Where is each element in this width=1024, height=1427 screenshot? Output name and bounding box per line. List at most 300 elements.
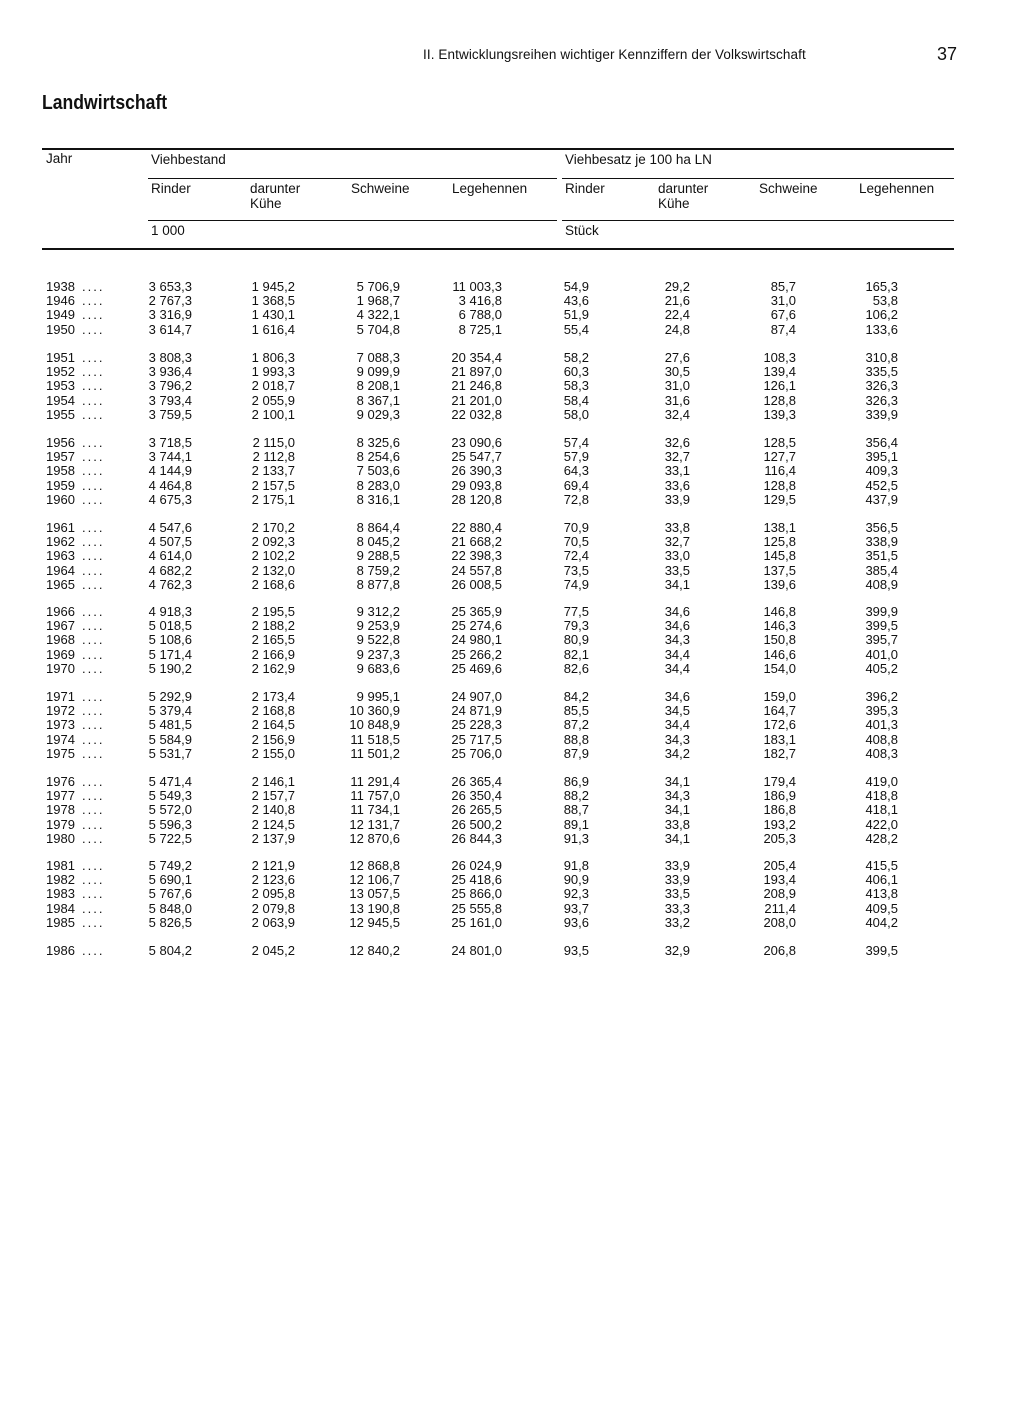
cell-legehennen-besatz: 415,5 bbox=[865, 858, 898, 873]
cell-legehennen-bestand: 3 416,8 bbox=[458, 293, 502, 309]
cell-legehennen-besatz: 422,0 bbox=[865, 816, 898, 832]
cell-kuehe-bestand: 2 162,9 bbox=[251, 660, 295, 676]
row-year: 1979 bbox=[46, 816, 75, 832]
cell-rinder-besatz: 79,3 bbox=[563, 618, 589, 634]
cell-rinder-besatz: 91,8 bbox=[563, 858, 589, 873]
col-header-schweine-besatz: Schweine bbox=[759, 181, 818, 196]
cell-rinder-besatz: 87,9 bbox=[563, 745, 589, 761]
cell-kuehe-bestand: 2 100,1 bbox=[251, 406, 295, 422]
cell-kuehe-besatz: 33,2 bbox=[664, 914, 690, 930]
cell-legehennen-besatz: 106,2 bbox=[865, 307, 898, 323]
row-leader-dots: .... bbox=[82, 562, 105, 578]
cell-rinder-bestand: 3 316,9 bbox=[148, 307, 192, 323]
cell-kuehe-besatz: 34,1 bbox=[664, 802, 690, 818]
cell-rinder-besatz: 64,3 bbox=[563, 463, 589, 479]
row-leader-dots: .... bbox=[82, 520, 105, 535]
cell-rinder-bestand: 3 718,5 bbox=[148, 435, 192, 450]
cell-rinder-besatz: 82,6 bbox=[563, 660, 589, 676]
group-rule-viehbesatz bbox=[562, 178, 954, 179]
row-leader-dots: .... bbox=[82, 689, 105, 704]
cell-kuehe-bestand: 2 132,0 bbox=[251, 562, 295, 578]
cell-legehennen-bestand: 25 228,3 bbox=[451, 717, 502, 733]
row-leader-dots: .... bbox=[82, 703, 105, 719]
table-row bbox=[0, 916, 1024, 930]
cell-rinder-bestand: 3 653,3 bbox=[148, 279, 192, 294]
cell-legehennen-besatz: 409,5 bbox=[865, 900, 898, 916]
cell-rinder-besatz: 72,4 bbox=[563, 548, 589, 564]
col-header-kuehe-bestand: darunter Kühe bbox=[250, 181, 301, 211]
cell-legehennen-besatz: 338,9 bbox=[865, 534, 898, 550]
cell-rinder-besatz: 43,6 bbox=[563, 293, 589, 309]
table-row bbox=[0, 351, 1024, 365]
cell-schweine-besatz: 128,8 bbox=[763, 477, 796, 493]
cell-legehennen-besatz: 395,3 bbox=[865, 703, 898, 719]
row-leader-dots: .... bbox=[82, 463, 105, 479]
cell-kuehe-besatz: 32,4 bbox=[664, 406, 690, 422]
cell-kuehe-bestand: 1 616,4 bbox=[251, 321, 295, 337]
cell-legehennen-besatz: 310,8 bbox=[865, 350, 898, 365]
group-header-viehbesatz: Viehbesatz je 100 ha LN bbox=[565, 152, 712, 167]
row-year: 1974 bbox=[46, 731, 75, 747]
col-header-legehennen-besatz: Legehennen bbox=[859, 181, 935, 196]
cell-legehennen-bestand: 24 980,1 bbox=[451, 632, 502, 648]
cell-legehennen-besatz: 335,5 bbox=[865, 364, 898, 380]
cell-schweine-bestand: 9 029,3 bbox=[356, 406, 400, 422]
cell-schweine-besatz: 154,0 bbox=[763, 660, 796, 676]
cell-rinder-besatz: 58,3 bbox=[563, 378, 589, 394]
table-row bbox=[0, 323, 1024, 337]
cell-rinder-besatz: 88,8 bbox=[563, 731, 589, 747]
table-row bbox=[0, 775, 1024, 789]
cell-rinder-besatz: 74,9 bbox=[563, 576, 589, 592]
cell-kuehe-bestand: 1 368,5 bbox=[251, 293, 295, 309]
row-year: 1982 bbox=[46, 872, 75, 888]
row-leader-dots: .... bbox=[82, 816, 105, 832]
cell-rinder-bestand: 4 464,8 bbox=[148, 477, 192, 493]
row-year: 1938 bbox=[46, 279, 75, 294]
cell-schweine-bestand: 12 106,7 bbox=[349, 872, 400, 888]
group-header-viehbestand: Viehbestand bbox=[151, 152, 226, 167]
cell-legehennen-bestand: 26 008,5 bbox=[451, 576, 502, 592]
table-row bbox=[0, 832, 1024, 846]
table-row bbox=[0, 704, 1024, 718]
cell-kuehe-bestand: 2 140,8 bbox=[251, 802, 295, 818]
cell-kuehe-besatz: 34,1 bbox=[664, 576, 690, 592]
row-year: 1950 bbox=[46, 321, 75, 337]
cell-kuehe-bestand: 1 806,3 bbox=[251, 350, 295, 365]
cell-schweine-besatz: 211,4 bbox=[764, 900, 796, 916]
cell-schweine-bestand: 9 288,5 bbox=[356, 548, 400, 564]
row-year: 1957 bbox=[46, 449, 75, 465]
cell-rinder-besatz: 89,1 bbox=[563, 816, 589, 832]
cell-schweine-bestand: 8 325,6 bbox=[356, 435, 400, 450]
row-year: 1980 bbox=[46, 830, 75, 846]
cell-kuehe-besatz: 32,6 bbox=[664, 435, 690, 450]
row-year: 1983 bbox=[46, 886, 75, 902]
page-number: 37 bbox=[937, 44, 958, 64]
cell-rinder-bestand: 5 804,2 bbox=[148, 943, 192, 958]
row-leader-dots: .... bbox=[82, 406, 105, 422]
row-year: 1956 bbox=[46, 435, 75, 450]
cell-legehennen-besatz: 406,1 bbox=[865, 872, 898, 888]
row-year: 1966 bbox=[46, 604, 75, 619]
table-row bbox=[0, 690, 1024, 704]
cell-legehennen-bestand: 22 398,3 bbox=[451, 548, 502, 564]
cell-schweine-besatz: 128,5 bbox=[763, 435, 796, 450]
cell-rinder-besatz: 82,1 bbox=[563, 646, 589, 662]
cell-legehennen-bestand: 24 871,9 bbox=[451, 703, 502, 719]
cell-rinder-bestand: 5 108,6 bbox=[148, 632, 192, 648]
cell-schweine-besatz: 116,4 bbox=[764, 463, 796, 479]
cell-rinder-bestand: 4 144,9 bbox=[148, 463, 192, 479]
table-row bbox=[0, 789, 1024, 803]
row-year: 1970 bbox=[46, 660, 75, 676]
cell-legehennen-bestand: 25 365,9 bbox=[451, 604, 502, 619]
cell-kuehe-bestand: 2 156,9 bbox=[251, 731, 295, 747]
cell-rinder-bestand: 4 918,3 bbox=[148, 604, 192, 619]
cell-schweine-bestand: 11 501,2 bbox=[350, 745, 400, 761]
cell-schweine-bestand: 12 945,5 bbox=[349, 914, 400, 930]
cell-schweine-besatz: 193,2 bbox=[763, 816, 796, 832]
cell-kuehe-besatz: 34,5 bbox=[664, 703, 690, 719]
cell-legehennen-bestand: 20 354,4 bbox=[451, 350, 502, 365]
cell-kuehe-bestand: 2 095,8 bbox=[251, 886, 295, 902]
cell-kuehe-besatz: 33,6 bbox=[664, 477, 690, 493]
col-header-legehennen-bestand: Legehennen bbox=[452, 181, 528, 196]
cell-kuehe-besatz: 33,8 bbox=[664, 520, 690, 535]
cell-schweine-besatz: 193,4 bbox=[763, 872, 796, 888]
cell-kuehe-besatz: 34,6 bbox=[664, 604, 690, 619]
cell-kuehe-bestand: 2 063,9 bbox=[251, 914, 295, 930]
row-leader-dots: .... bbox=[82, 745, 105, 761]
cell-rinder-bestand: 5 549,3 bbox=[148, 788, 192, 804]
table-row bbox=[0, 294, 1024, 308]
cell-kuehe-bestand: 2 188,2 bbox=[251, 618, 295, 634]
row-year: 1981 bbox=[46, 858, 75, 873]
row-leader-dots: .... bbox=[82, 604, 105, 619]
cell-schweine-bestand: 8 208,1 bbox=[356, 378, 400, 394]
table-top-rule bbox=[42, 148, 954, 150]
cell-kuehe-bestand: 2 165,5 bbox=[251, 632, 295, 648]
cell-schweine-besatz: 146,6 bbox=[763, 646, 796, 662]
cell-rinder-bestand: 5 584,9 bbox=[148, 731, 192, 747]
cell-legehennen-bestand: 28 120,8 bbox=[451, 491, 502, 507]
row-leader-dots: .... bbox=[82, 858, 105, 873]
cell-rinder-bestand: 3 796,2 bbox=[148, 378, 192, 394]
cell-legehennen-besatz: 339,9 bbox=[865, 406, 898, 422]
table-row bbox=[0, 733, 1024, 747]
cell-kuehe-besatz: 33,0 bbox=[664, 548, 690, 564]
cell-schweine-besatz: 164,7 bbox=[763, 703, 796, 719]
row-leader-dots: .... bbox=[82, 646, 105, 662]
cell-rinder-besatz: 88,2 bbox=[563, 788, 589, 804]
cell-schweine-besatz: 139,4 bbox=[763, 364, 796, 380]
table-row bbox=[0, 818, 1024, 832]
cell-schweine-besatz: 146,8 bbox=[763, 604, 796, 619]
cell-kuehe-besatz: 24,8 bbox=[664, 321, 690, 337]
cell-legehennen-besatz: 405,2 bbox=[865, 660, 898, 676]
row-year: 1985 bbox=[46, 914, 75, 930]
cell-kuehe-besatz: 34,1 bbox=[664, 830, 690, 846]
row-leader-dots: .... bbox=[82, 731, 105, 747]
row-year: 1964 bbox=[46, 562, 75, 578]
cell-legehennen-bestand: 25 274,6 bbox=[451, 618, 502, 634]
cell-legehennen-besatz: 395,7 bbox=[865, 632, 898, 648]
row-leader-dots: .... bbox=[82, 774, 105, 789]
cell-kuehe-bestand: 2 133,7 bbox=[251, 463, 295, 479]
table-row bbox=[0, 479, 1024, 493]
cell-schweine-bestand: 12 840,2 bbox=[349, 943, 400, 958]
cell-schweine-besatz: 31,0 bbox=[770, 293, 796, 309]
cell-schweine-besatz: 137,5 bbox=[763, 562, 796, 578]
cell-schweine-bestand: 11 757,0 bbox=[350, 788, 400, 804]
cell-legehennen-bestand: 25 469,6 bbox=[451, 660, 502, 676]
cell-schweine-besatz: 138,1 bbox=[763, 520, 796, 535]
cell-schweine-besatz: 108,3 bbox=[763, 350, 796, 365]
row-year: 1952 bbox=[46, 364, 75, 380]
cell-legehennen-bestand: 24 557,8 bbox=[451, 562, 502, 578]
row-leader-dots: .... bbox=[82, 307, 105, 323]
cell-kuehe-besatz: 34,4 bbox=[664, 717, 690, 733]
row-leader-dots: .... bbox=[82, 293, 105, 309]
cell-legehennen-besatz: 351,5 bbox=[865, 548, 898, 564]
cell-schweine-bestand: 8 877,8 bbox=[356, 576, 400, 592]
cell-schweine-bestand: 8 045,2 bbox=[356, 534, 400, 550]
row-year: 1967 bbox=[46, 618, 75, 634]
row-year: 1977 bbox=[46, 788, 75, 804]
cell-kuehe-bestand: 2 123,6 bbox=[251, 872, 295, 888]
cell-legehennen-bestand: 22 032,8 bbox=[451, 406, 502, 422]
cell-schweine-besatz: 150,8 bbox=[763, 632, 796, 648]
cell-rinder-bestand: 5 171,4 bbox=[148, 646, 192, 662]
cell-schweine-bestand: 7 503,6 bbox=[356, 463, 400, 479]
cell-rinder-bestand: 3 744,1 bbox=[148, 449, 192, 465]
cell-schweine-besatz: 145,8 bbox=[763, 548, 796, 564]
cell-kuehe-bestand: 2 137,9 bbox=[251, 830, 295, 846]
cell-legehennen-bestand: 25 555,8 bbox=[451, 900, 502, 916]
cell-schweine-besatz: 85,7 bbox=[770, 279, 796, 294]
cell-legehennen-bestand: 21 897,0 bbox=[451, 364, 502, 380]
cell-kuehe-besatz: 34,3 bbox=[664, 731, 690, 747]
cell-schweine-bestand: 8 316,1 bbox=[356, 491, 400, 507]
cell-kuehe-bestand: 2 195,5 bbox=[251, 604, 295, 619]
row-leader-dots: .... bbox=[82, 477, 105, 493]
cell-rinder-besatz: 57,4 bbox=[563, 435, 589, 450]
cell-legehennen-besatz: 356,4 bbox=[865, 435, 898, 450]
cell-schweine-besatz: 205,3 bbox=[763, 830, 796, 846]
cell-kuehe-bestand: 2 173,4 bbox=[251, 689, 295, 704]
cell-legehennen-bestand: 6 788,0 bbox=[458, 307, 502, 323]
cell-kuehe-besatz: 29,2 bbox=[664, 279, 690, 294]
row-leader-dots: .... bbox=[82, 886, 105, 902]
cell-schweine-besatz: 87,4 bbox=[770, 321, 796, 337]
cell-schweine-bestand: 9 237,3 bbox=[356, 646, 400, 662]
row-leader-dots: .... bbox=[82, 548, 105, 564]
cell-kuehe-besatz: 34,4 bbox=[664, 646, 690, 662]
cell-schweine-besatz: 126,1 bbox=[763, 378, 796, 394]
row-leader-dots: .... bbox=[82, 534, 105, 550]
row-year: 1962 bbox=[46, 534, 75, 550]
running-header: II. Entwicklungsreihen wichtiger Kennziffern der Volkswirtschaft bbox=[423, 47, 806, 62]
cell-rinder-bestand: 5 379,4 bbox=[148, 703, 192, 719]
row-year: 1959 bbox=[46, 477, 75, 493]
row-year: 1965 bbox=[46, 576, 75, 592]
cell-kuehe-besatz: 31,6 bbox=[664, 392, 690, 408]
cell-legehennen-besatz: 396,2 bbox=[865, 689, 898, 704]
cell-rinder-bestand: 4 507,5 bbox=[148, 534, 192, 550]
row-year: 1955 bbox=[46, 406, 75, 422]
cell-schweine-besatz: 182,7 bbox=[763, 745, 796, 761]
cell-schweine-bestand: 8 864,4 bbox=[356, 520, 400, 535]
cell-kuehe-besatz: 32,9 bbox=[664, 943, 690, 958]
cell-kuehe-bestand: 1 993,3 bbox=[251, 364, 295, 380]
cell-rinder-bestand: 4 682,2 bbox=[148, 562, 192, 578]
cell-legehennen-bestand: 25 706,0 bbox=[451, 745, 502, 761]
cell-schweine-bestand: 13 190,8 bbox=[349, 900, 400, 916]
table-row bbox=[0, 564, 1024, 578]
cell-legehennen-bestand: 24 801,0 bbox=[451, 943, 502, 958]
row-year: 1951 bbox=[46, 350, 75, 365]
cell-legehennen-besatz: 356,5 bbox=[865, 520, 898, 535]
table-row bbox=[0, 365, 1024, 379]
cell-rinder-bestand: 5 722,5 bbox=[148, 830, 192, 846]
table-row bbox=[0, 633, 1024, 647]
row-leader-dots: .... bbox=[82, 943, 105, 958]
cell-legehennen-besatz: 437,9 bbox=[865, 491, 898, 507]
cell-kuehe-bestand: 2 124,5 bbox=[251, 816, 295, 832]
cell-legehennen-besatz: 418,8 bbox=[865, 788, 898, 804]
cell-schweine-besatz: 179,4 bbox=[763, 774, 796, 789]
cell-kuehe-besatz: 33,1 bbox=[664, 463, 690, 479]
cell-rinder-besatz: 58,4 bbox=[563, 392, 589, 408]
table-row bbox=[0, 308, 1024, 322]
row-leader-dots: .... bbox=[82, 378, 105, 394]
cell-legehennen-bestand: 29 093,8 bbox=[451, 477, 502, 493]
cell-legehennen-besatz: 326,3 bbox=[865, 378, 898, 394]
cell-schweine-bestand: 12 870,6 bbox=[349, 830, 400, 846]
cell-rinder-besatz: 87,2 bbox=[563, 717, 589, 733]
row-leader-dots: .... bbox=[82, 872, 105, 888]
table-row bbox=[0, 394, 1024, 408]
cell-legehennen-besatz: 408,3 bbox=[865, 745, 898, 761]
cell-schweine-besatz: 129,5 bbox=[763, 491, 796, 507]
cell-kuehe-bestand: 2 164,5 bbox=[251, 717, 295, 733]
cell-kuehe-besatz: 34,2 bbox=[664, 745, 690, 761]
row-leader-dots: .... bbox=[82, 350, 105, 365]
row-leader-dots: .... bbox=[82, 279, 105, 294]
cell-schweine-bestand: 12 131,7 bbox=[349, 816, 400, 832]
unit-rule-viehbestand bbox=[148, 220, 557, 221]
cell-rinder-bestand: 5 481,5 bbox=[148, 717, 192, 733]
row-year: 1953 bbox=[46, 378, 75, 394]
cell-kuehe-besatz: 31,0 bbox=[664, 378, 690, 394]
row-year: 1963 bbox=[46, 548, 75, 564]
cell-legehennen-bestand: 8 725,1 bbox=[458, 321, 502, 337]
cell-rinder-bestand: 5 531,7 bbox=[148, 745, 192, 761]
table-row bbox=[0, 619, 1024, 633]
cell-legehennen-bestand: 25 717,5 bbox=[451, 731, 502, 747]
cell-kuehe-besatz: 34,6 bbox=[664, 618, 690, 634]
cell-schweine-bestand: 9 253,9 bbox=[356, 618, 400, 634]
cell-rinder-besatz: 58,2 bbox=[563, 350, 589, 365]
row-year: 1976 bbox=[46, 774, 75, 789]
cell-rinder-besatz: 70,9 bbox=[563, 520, 589, 535]
row-year: 1973 bbox=[46, 717, 75, 733]
cell-schweine-bestand: 9 683,6 bbox=[356, 660, 400, 676]
cell-rinder-bestand: 5 292,9 bbox=[148, 689, 192, 704]
row-year: 1971 bbox=[46, 689, 75, 704]
table-row bbox=[0, 549, 1024, 563]
cell-rinder-besatz: 93,5 bbox=[563, 943, 589, 958]
cell-kuehe-besatz: 33,9 bbox=[664, 858, 690, 873]
row-leader-dots: .... bbox=[82, 788, 105, 804]
cell-rinder-bestand: 5 848,0 bbox=[148, 900, 192, 916]
cell-schweine-besatz: 186,8 bbox=[763, 802, 796, 818]
cell-schweine-bestand: 5 704,8 bbox=[356, 321, 400, 337]
cell-rinder-besatz: 51,9 bbox=[563, 307, 589, 323]
cell-schweine-besatz: 172,6 bbox=[763, 717, 796, 733]
cell-kuehe-besatz: 21,6 bbox=[664, 293, 690, 309]
cell-legehennen-bestand: 26 350,4 bbox=[451, 788, 502, 804]
cell-rinder-besatz: 85,5 bbox=[563, 703, 589, 719]
cell-legehennen-bestand: 23 090,6 bbox=[451, 435, 502, 450]
cell-rinder-besatz: 73,5 bbox=[563, 562, 589, 578]
cell-rinder-besatz: 60,3 bbox=[563, 364, 589, 380]
row-leader-dots: .... bbox=[82, 449, 105, 465]
cell-legehennen-besatz: 399,9 bbox=[865, 604, 898, 619]
cell-rinder-bestand: 3 808,3 bbox=[148, 350, 192, 365]
cell-kuehe-bestand: 2 018,7 bbox=[251, 378, 295, 394]
cell-rinder-besatz: 54,9 bbox=[563, 279, 589, 294]
cell-rinder-besatz: 88,7 bbox=[563, 802, 589, 818]
cell-rinder-besatz: 58,0 bbox=[563, 406, 589, 422]
cell-kuehe-bestand: 2 079,8 bbox=[251, 900, 295, 916]
row-leader-dots: .... bbox=[82, 717, 105, 733]
group-rule-viehbestand bbox=[148, 178, 557, 179]
cell-rinder-besatz: 55,4 bbox=[563, 321, 589, 337]
row-leader-dots: .... bbox=[82, 830, 105, 846]
cell-kuehe-besatz: 34,1 bbox=[664, 774, 690, 789]
row-year: 1949 bbox=[46, 307, 75, 323]
cell-kuehe-bestand: 2 121,9 bbox=[251, 858, 295, 873]
cell-kuehe-bestand: 2 168,6 bbox=[251, 576, 295, 592]
cell-rinder-besatz: 86,9 bbox=[563, 774, 589, 789]
row-year: 1961 bbox=[46, 520, 75, 535]
cell-rinder-bestand: 3 936,4 bbox=[148, 364, 192, 380]
cell-rinder-besatz: 93,6 bbox=[563, 914, 589, 930]
cell-schweine-besatz: 206,8 bbox=[763, 943, 796, 958]
table-row bbox=[0, 873, 1024, 887]
cell-rinder-besatz: 80,9 bbox=[563, 632, 589, 648]
table-row bbox=[0, 887, 1024, 901]
table-row bbox=[0, 379, 1024, 393]
row-year: 1960 bbox=[46, 491, 75, 507]
table-row bbox=[0, 578, 1024, 592]
table-row bbox=[0, 662, 1024, 676]
cell-legehennen-bestand: 21 201,0 bbox=[451, 392, 502, 408]
cell-rinder-besatz: 93,7 bbox=[563, 900, 589, 916]
cell-schweine-bestand: 9 522,8 bbox=[356, 632, 400, 648]
cell-kuehe-besatz: 27,6 bbox=[664, 350, 690, 365]
cell-kuehe-bestand: 1 430,1 bbox=[251, 307, 295, 323]
row-leader-dots: .... bbox=[82, 802, 105, 818]
cell-rinder-bestand: 3 759,5 bbox=[148, 406, 192, 422]
cell-schweine-bestand: 1 968,7 bbox=[356, 293, 400, 309]
cell-kuehe-besatz: 34,6 bbox=[664, 689, 690, 704]
unit-label-viehbesatz: Stück bbox=[565, 223, 599, 238]
cell-legehennen-bestand: 21 246,8 bbox=[451, 378, 502, 394]
cell-legehennen-bestand: 25 266,2 bbox=[451, 646, 502, 662]
